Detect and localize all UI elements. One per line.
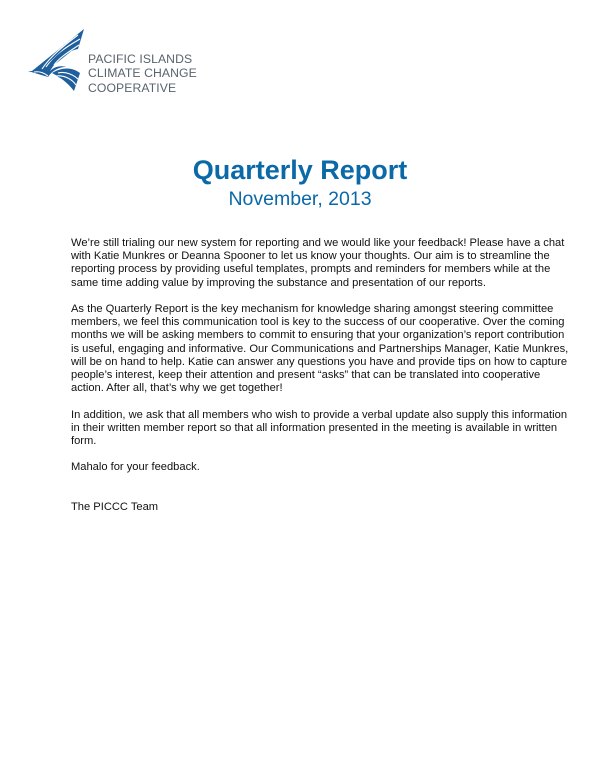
paragraph-mechanism: As the Quarterly Report is the key mechanism for knowledge sharing amongst steering committee members, we feel this communication tool is key to the success of our cooperative. Over the coming months we will be asking members to commit to ensuring that your organization’s report contribution is useful, engaging and informative. Our Communications and Partnerships Manager, Katie Munkres, will be on hand to help. Katie can answer any questions you have and provide tips on how to capture people’s interest, keep their attention and present “asks” that can be translated into cooperative action. After all, that’s why we get together! (71, 303, 569, 395)
logo-line-1: PACIFIC ISLANDS (88, 52, 193, 66)
paragraph-thanks: Mahalo for your feedback. (71, 461, 200, 474)
report-date: November, 2013 (228, 188, 372, 210)
signature: The PICCC Team (71, 500, 159, 513)
paragraph-verbal-update: In addition, we ask that all members who wish to provide a verbal update also supply this information in their written member report so that all information presented in the meeting is available in written form. (71, 408, 568, 448)
paragraph-intro: We’re still trialing our new system for reporting and we would like your feedback! Please have a chat with Katie Munkres or Deanna Spooner to let us know your thoughts. Our aim is to streamline the reporting process by providing useful templates, prompts and reminders for members while at the same time adding value by improving the substance and presentation of our reports. (71, 237, 565, 289)
piccc-logo (26, 27, 226, 97)
report-title: Quarterly Report (192, 155, 408, 185)
logo-wordmark (88, 52, 197, 95)
logo-line-2: CLIMATE CHANGE (88, 66, 197, 81)
report-body (71, 237, 571, 527)
triangle-logo-icon (26, 27, 88, 93)
logo-line-3: COOPERATIVE (88, 80, 177, 95)
